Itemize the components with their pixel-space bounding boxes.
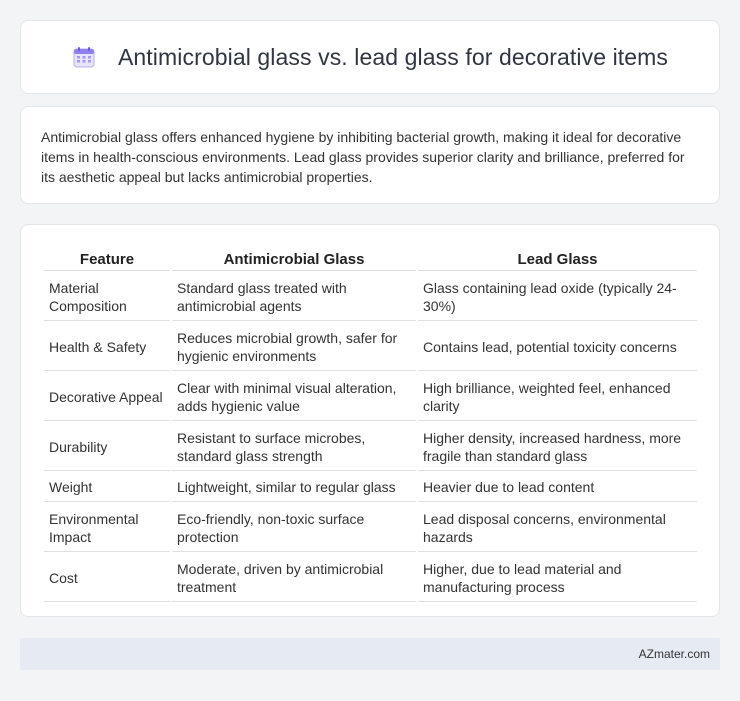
antimicrobial-cell: Resistant to surface microbes, standard glass strength — [172, 423, 416, 471]
lead-cell: Higher density, increased hardness, more fragile than standard glass — [418, 423, 697, 471]
feature-cell: Decorative Appeal — [44, 373, 170, 421]
comparison-table — [42, 245, 699, 604]
feature-cell: Durability — [44, 423, 170, 471]
title-card — [20, 20, 720, 94]
table-row — [44, 323, 697, 371]
table-row — [44, 423, 697, 471]
antimicrobial-cell: Clear with minimal visual alteration, adds hygienic value — [172, 373, 416, 421]
feature-cell: Weight — [44, 473, 170, 502]
lead-cell: Higher, due to lead material and manufacturing process — [418, 554, 697, 602]
lead-cell: Contains lead, potential toxicity concerns — [418, 323, 697, 371]
table-row — [44, 504, 697, 552]
page-title: Antimicrobial glass vs. lead glass for decorative items — [117, 43, 669, 70]
table-header-row — [44, 247, 697, 271]
comparison-table-card — [20, 224, 720, 617]
calendar-icon — [72, 45, 96, 69]
lead-cell: Heavier due to lead content — [418, 473, 697, 502]
summary-text: Antimicrobial glass offers enhanced hygiene by inhibiting bacterial growth, making it ideal for decorative items in health-conscious environments. Lead glass provides superior clarity and brilliance, preferred for its aesthetic appeal but lacks antimicrobial properties. — [41, 129, 685, 185]
footer-bar — [20, 638, 720, 670]
antimicrobial-cell: Moderate, driven by antimicrobial treatment — [172, 554, 416, 602]
lead-cell: Lead disposal concerns, environmental hazards — [418, 504, 697, 552]
table-row — [44, 373, 697, 421]
feature-cell: Environmental Impact — [44, 504, 170, 552]
header-antimicrobial-glass: Antimicrobial Glass — [172, 247, 416, 271]
antimicrobial-cell: Lightweight, similar to regular glass — [172, 473, 416, 502]
antimicrobial-cell: Reduces microbial growth, safer for hygienic environments — [172, 323, 416, 371]
summary-card — [20, 106, 720, 204]
header-feature: Feature — [44, 247, 170, 271]
lead-cell: Glass containing lead oxide (typically 24-30%) — [418, 273, 697, 321]
antimicrobial-cell: Standard glass treated with antimicrobial agents — [172, 273, 416, 321]
antimicrobial-cell: Eco-friendly, non-toxic surface protection — [172, 504, 416, 552]
table-row — [44, 473, 697, 502]
footer-brand[interactable]: AZmater.com — [638, 647, 710, 661]
lead-cell: High brilliance, weighted feel, enhanced clarity — [418, 373, 697, 421]
table-row — [44, 554, 697, 602]
feature-cell: Health & Safety — [44, 323, 170, 371]
table-row — [44, 273, 697, 321]
feature-cell: Material Composition — [44, 273, 170, 321]
header-lead-glass: Lead Glass — [418, 247, 697, 271]
feature-cell: Cost — [44, 554, 170, 602]
